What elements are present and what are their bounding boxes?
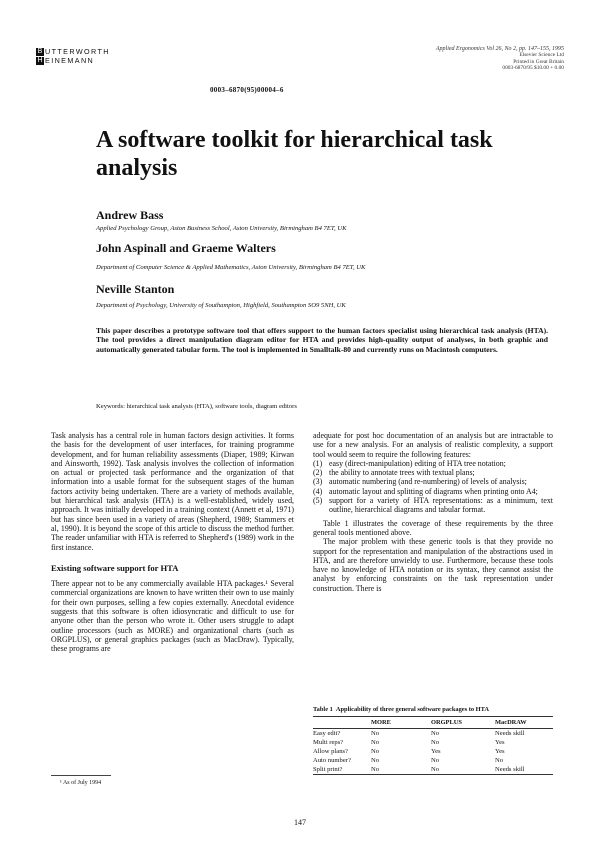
table-cell: Yes [495,747,505,755]
list-text: easy (direct-manipulation) editing of HTA tree notation; [329,458,506,468]
table-header [313,717,371,729]
logo-text-line2: EINEMANN [45,55,95,65]
journal-issn: 0003-6870/95 $10.00 + 0.00 [502,65,564,72]
list-number: (5) [313,496,323,506]
list-item [313,477,553,486]
body-paragraph: adequate for post hoc documentation of an analysis but are intractable to use for a new analysis. For an analysis of realistic complexity, a support tool would seem to require the following features: [313,431,553,459]
table-cell: No [431,729,440,737]
list-item [313,487,553,496]
list-number: (2) [313,468,323,478]
body-paragraph: There appear not to be any commercially available HTA packages.¹ Several commercial organizations are known to have written their own to use mainly for their own purposes, selling a few copies externally. Anecdotal evidence suggests that this software is often idiosyncratic and difficult to use for anyone other than the person who wrote it. Other users struggle to adapt outline processors (such as MORE) and organizational charts (such as ORGPLUS), or general graphics packages (such as MacDraw). Typically, these programs are [51,579,294,654]
list-number: (4) [313,486,323,496]
journal-printed: Printed in Great Britain [513,58,564,65]
list-item [313,459,553,468]
author-3-affiliation: Department of Psychology, University of Southampton, Highfield, Southampton SO9 5NH, UK [96,302,346,309]
table-cell: Easy edit? [313,729,341,737]
table-row [313,765,553,774]
paper-title: A software toolkit for hierarchical task analysis [96,127,493,181]
table-cell: Yes [495,738,505,746]
list-text: automatic layout and splitting of diagrams when printing onto A4; [329,486,538,496]
table-cell: Yes [431,747,441,755]
journal-citation: Applied Ergonomics Vol 26, No 2, pp. 147–155, 1995 [435,46,564,52]
logo-initial-b: B [37,48,43,56]
publisher-logo [36,48,116,65]
table-cell: No [371,729,380,737]
table-header: MORE [371,717,431,729]
body-paragraph: Task analysis has a central role in human factors design activities. It forms the basis for the development of user interfaces, for training programme development, and for human reliability assessments (Diaper, 1989; Kirwan and Ainsworth, 1992). Task analysis involves the collection of information on actual or projected task performance and the organization of that information into a usable format for the subsequent stages of the human factors activity being undertaken. There are a variety of methods available, but hierarchical task analysis (HTA) is a well-established, widely used, approach. It was initially developed in a training context (Annett et al, 1971) but has since been used in a variety of areas (Shepherd, 1989; Stammers et al, 1990). It is beyond the scope of this article to discuss the method further. The reader unfamiliar with HTA is referred to Shepherd's (1989) work in the first instance. [51,431,294,552]
table-cell: Auto number? [313,756,351,764]
table-cell: No [431,756,440,764]
author-1-affiliation: Applied Psychology Group, Aston Business School, Aston University, Birmingham B4 7ET, UK [96,225,347,232]
table-header: MacDRAW [495,717,553,729]
logo-initial-h: H [37,56,43,64]
list-text: the ability to annotate trees with textual plans; [329,468,475,478]
journal-publisher: Elsevier Science Ltd [519,52,564,59]
table-cell: Multi reps? [313,738,344,746]
body-paragraph: The major problem with these generic tools is that they provide no support for the representation and manipulation of the abstractions used in HTA, and are therefore unwieldy to use. Furthermore, because these tools have no knowledge of HTA notation or its syntax, they cannot assist the analyst by enforcing constraints on the task representation under construction. There is [313,537,553,593]
table-row [313,729,553,738]
author-2-name: John Aspinall and Graeme Walters [96,241,276,255]
table-cell: No [431,738,440,746]
author-1-name: Andrew Bass [96,208,164,222]
table-cell: No [495,756,504,764]
table-cell: Needs skill [495,729,525,737]
table-cell: No [431,765,495,774]
table-cell: Needs skill [495,765,553,774]
table-cell: No [371,765,431,774]
section-heading: Existing software support for HTA [51,562,179,573]
logo-text-line1: UTTERWORTH [45,47,110,56]
list-text: support for a variety of HTA representations: as a minimum, text outline, hierarchical diagrams and tabular format. [329,496,553,515]
journal-info [436,46,564,72]
abstract: This paper describes a prototype software tool that offers support to the human factors specialist using hierarchical task analysis (HTA). The tool provides a direct manipulation diagram editor for HTA and provides high-quality output of analyses, in both graphic and automatically generated tabular form. The tool is implemented in Smalltalk-80 and currently runs on Macintosh computers. [96,326,548,354]
author-2-affiliation: Department of Computer Science & Applied Mathematics, Aston University, Birmingham B4 7ET, UK [96,264,366,271]
list-number: (3) [313,477,323,487]
page-number: 147 [294,818,306,827]
table-header-row [313,717,553,729]
table-cell: Split print? [313,765,371,774]
document-id: 0003–6870(95)00004–6 [210,86,284,94]
body-paragraph: Table 1 illustrates the coverage of these requirements by the three general tools mentioned above. [313,518,553,537]
left-column [51,431,294,654]
footnote: ¹ As of July 1994 [60,780,102,786]
table-cell: No [371,738,380,746]
table-caption [313,706,492,713]
right-column [313,431,553,593]
table-cell: No [371,756,380,764]
list-number: (1) [313,458,323,468]
table-header: ORGPLUS [431,717,495,729]
table-cell: No [371,747,380,755]
author-3-name: Neville Stanton [96,282,175,296]
table-caption-text: Applicability of three general software packages to HTA [335,706,490,713]
table-row [313,747,553,756]
list-item [313,496,553,515]
table-1 [313,716,553,775]
table-row [313,738,553,747]
table-cell: Allow plans? [313,747,348,755]
list-text: automatic numbering (and re-numbering) of levels of analysis; [329,477,527,487]
keywords: Keywords: hierarchical task analysis (HTA), software tools, diagram editors [96,403,297,410]
table-label: Table 1 [313,706,333,713]
requirements-list [313,459,553,515]
list-item [313,468,553,477]
footnote-rule [51,775,111,776]
table-row [313,756,553,765]
